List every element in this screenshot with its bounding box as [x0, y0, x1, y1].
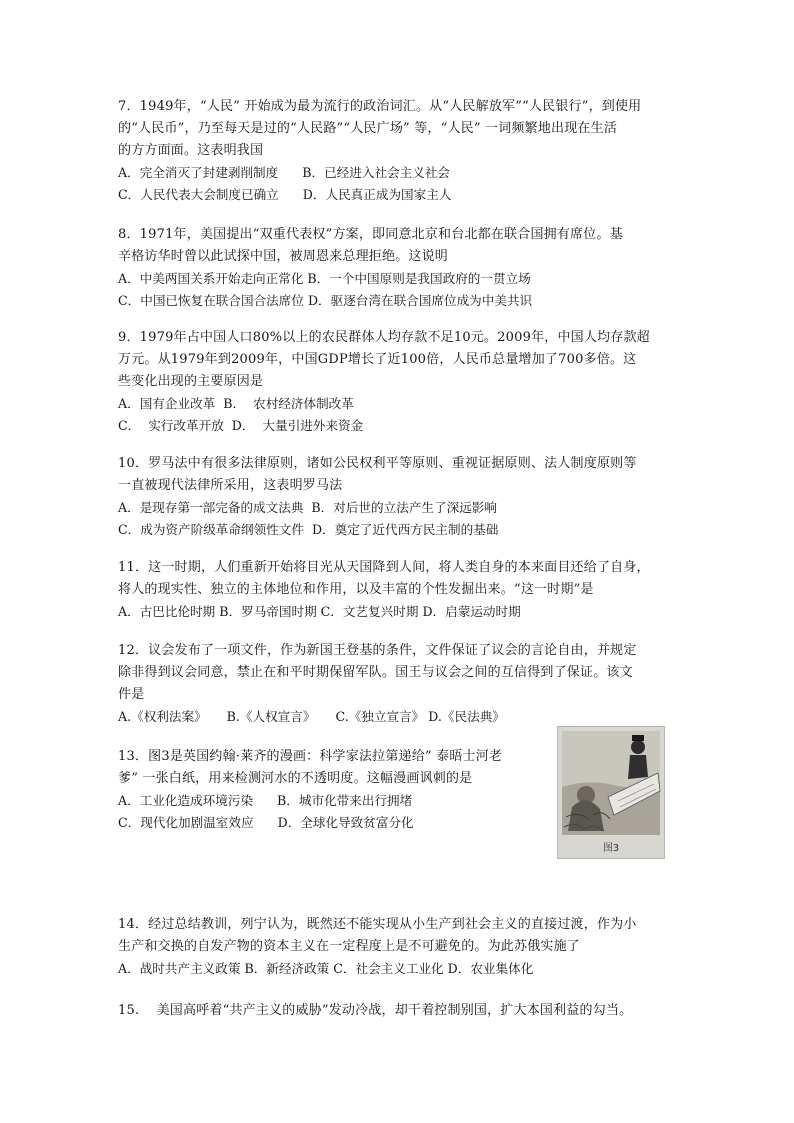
question-8 [118, 224, 678, 312]
question-text: 将人的现实性、独立的主体地位和作用，以及丰富的个性发掘出来。“这一时期”是 [118, 582, 594, 597]
option-row: A．国有企业改革 B． 农村经济体制改革 [118, 396, 354, 411]
figure-caption: 图3 [602, 843, 620, 854]
question-text: 件是 [118, 687, 145, 702]
cartoon-figure [557, 726, 665, 859]
question-text: 生产和交换的自发产物的资本主义在一定程度上是不可避免的。为此苏俄实施了 [118, 939, 581, 954]
question-10 [118, 453, 678, 541]
question-text: 12．议会发布了一项文件，作为新国王登基的条件，文件保证了议会的言论自由，并规定 [118, 643, 637, 658]
question-9 [118, 327, 678, 437]
question-text: 11．这一时期，人们重新开始将目光从天国降到人间，将人类自身的本来面目还给了自身， [118, 560, 650, 575]
option-row: C． 实行改革开放 D． 大量引进外来资金 [118, 418, 364, 433]
question-text: 13．图3是英国约翰·莱齐的漫画：科学家法拉第递给” 泰晤士河老 [118, 749, 503, 764]
option-row: A．战时共产主义政策 B．新经济政策 C．社会主义工业化 D．农业集体化 [118, 961, 534, 976]
question-text: 9．1979年占中国人口80%以上的农民群体人均存款不足10元。2009年，中国人均存款超 [118, 330, 650, 345]
question-13 [118, 746, 548, 834]
question-text: 8．1971年，美国提出“双重代表权”方案，即同意北京和台北都在联合国拥有席位。基 [118, 227, 623, 242]
option-row: C．成为资产阶级革命纲领性文件 D．奠定了近代西方民主制的基础 [118, 522, 499, 537]
question-text: 10．罗马法中有很多法律原则，诸如公民权利平等原则、重视证据原则、法人制度原则等 [118, 456, 637, 471]
question-14 [118, 914, 678, 980]
question-text: 15. 美国高呼着“共产主义的威胁”发动冷战，却干着控制别国，扩大本国利益的勾当。 [118, 1003, 633, 1018]
question-text: 的“人民币”，乃至每天是过的“人民路”“人民广场” 等，“人民” 一词频繁地出现在生活 [118, 121, 618, 136]
question-text: 的方方面面。这表明我国 [118, 143, 264, 158]
question-15 [118, 1000, 678, 1022]
question-text: 些变化出现的主要原因是 [118, 374, 264, 389]
option-row: A．古巴比伦时期 B．罗马帝国时期 C．文艺复兴时期 D．启蒙运动时期 [118, 604, 521, 619]
question-12 [118, 640, 678, 728]
question-text: 万元。从1979年到2009年，中国GDP增长了近100倍，人民币总量增加了700多倍。这 [118, 352, 637, 367]
option-row: A．是现存第一部完备的成文法典 B．对后世的立法产生了深远影响 [118, 500, 497, 515]
option-row: C．中国已恢复在联合国合法席位 D．驱逐台湾在联合国席位成为中美共识 [118, 293, 533, 308]
question-text: 爹” 一张白纸，用来检测河水的不透明度。这幅漫画讽刺的是 [118, 771, 473, 786]
option-row: A．工业化造成环境污染 B．城市化带来出行拥堵 [118, 793, 413, 808]
option-row: C．人民代表大会制度已确立 D．人民真正成为国家主人 [118, 187, 452, 202]
question-text: 除非得到议会同意，禁止在和平时期保留军队。国王与议会之间的互信得到了保证。该文 [118, 665, 633, 680]
question-7 [118, 96, 678, 206]
question-text: 辛格访华时曾以此试探中国，被周恩来总理拒绝。这说明 [118, 249, 449, 264]
option-row: C．现代化加剧温室效应 D．全球化导致贫富分化 [118, 815, 414, 830]
option-row: A．中美两国关系开始走向正常化 B．一个中国原则是我国政府的一贯立场 [118, 271, 531, 286]
option-row: A.《权利法案》 B.《人权宣言》 C.《独立宣言》 D.《民法典》 [118, 709, 505, 724]
question-text: 7．1949年，“人民” 开始成为最为流行的政治词汇。从“人民解放军”“人民银行”，到使用 [118, 99, 642, 114]
question-text: 一直被现代法律所采用，这表明罗马法 [118, 478, 343, 493]
question-11 [118, 557, 678, 623]
option-row: A．完全消灭了封建剥削制度 B．已经进入社会主义社会 [118, 165, 451, 180]
question-text: 14．经过总结教训，列宁认为，既然还不能实现从小生产到社会主义的直接过渡，作为小 [118, 917, 637, 932]
